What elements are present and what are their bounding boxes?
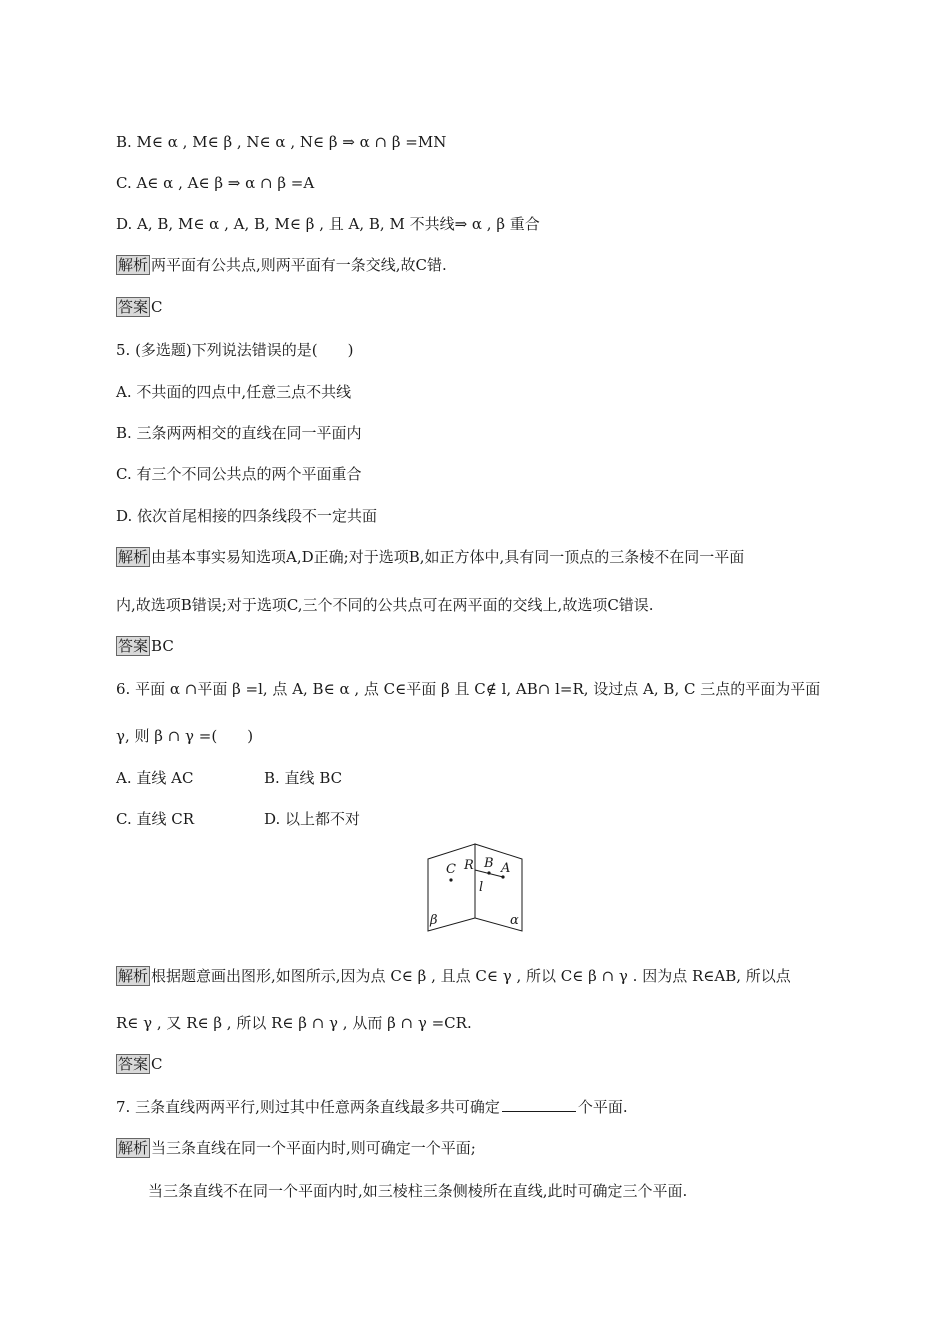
q4-option-b: B. M∈ α , M∈ β , N∈ α , N∈ β ⇒ α ∩ β =MN (116, 133, 447, 151)
q5-answer-text: BC (151, 637, 174, 655)
answer-tag: 答案 (118, 298, 149, 316)
q4-answer (116, 297, 163, 317)
q6-option-d: D. 以上都不对 (264, 810, 361, 828)
q5-option-c: C. 有三个不同公共点的两个平面重合 (116, 465, 362, 483)
answer-tag: 答案 (118, 637, 149, 655)
q4-option-d: D. A, B, M∈ α , A, B, M∈ β , 且 A, B, M 不共线⇒ α , β 重合 (116, 215, 540, 233)
planes-figure (424, 842, 528, 934)
q5-analysis (116, 547, 744, 567)
label-b: B (484, 856, 494, 871)
q7-stem (116, 1097, 628, 1117)
point-b (487, 871, 490, 874)
q7-stem-before: 7. 三条直线两两平行,则过其中任意两条直线最多共可确定 (116, 1098, 500, 1116)
label-a: A (501, 861, 511, 876)
q4-analysis-text: 两平面有公共点,则两平面有一条交线,故C错. (151, 256, 447, 274)
label-alpha: α (510, 913, 519, 928)
q5-analysis-text-1: 由基本事实易知选项A,D正确;对于选项B,如正方体中,具有同一顶点的三条棱不在同一平面 (151, 548, 745, 566)
q6-answer (116, 1054, 163, 1074)
q5-analysis-line-2: 内,故选项B错误;对于选项C,三个不同的公共点可在两平面的交线上,故选项C错误. (116, 596, 654, 614)
q6-answer-text: C (151, 1055, 163, 1073)
q7-analysis-line-2: 当三条直线不在同一个平面内时,如三棱柱三条侧棱所在直线,此时可确定三个平面. (148, 1182, 688, 1200)
q7-analysis (116, 1138, 476, 1158)
q5-stem: 5. (多选题)下列说法错误的是( ) (116, 341, 354, 359)
q6-analysis-line-2: R∈ γ , 又 R∈ β , 所以 R∈ β ∩ γ , 从而 β ∩ γ =CR. (116, 1014, 472, 1032)
label-beta: β (430, 913, 438, 928)
analysis-tag: 解析 (118, 548, 149, 566)
q6-stem-line-2: γ, 则 β ∩ γ =( ) (116, 727, 254, 745)
label-l: l (479, 880, 484, 895)
q6-analysis-text-1: 根据题意画出图形,如图所示,因为点 C∈ β , 且点 C∈ γ , 所以 C∈ β ∩ γ . 因为点 R∈AB, 所以点 (151, 967, 791, 985)
q4-answer-text: C (151, 298, 163, 316)
q6-stem-line-1: 6. 平面 α ∩平面 β =l, 点 A, B∈ α , 点 C∈平面 β 且 C∉ l, AB∩ l=R, 设过点 A, B, C 三点的平面为平面 (116, 680, 821, 698)
q5-option-a: A. 不共面的四点中,任意三点不共线 (116, 383, 352, 401)
q6-option-c: C. 直线 CR (116, 810, 195, 828)
q6-option-a: A. 直线 AC (116, 769, 194, 787)
point-c (449, 878, 452, 881)
q5-option-d: D. 依次首尾相接的四条线段不一定共面 (116, 507, 378, 525)
answer-tag: 答案 (118, 1055, 149, 1073)
q5-answer (116, 636, 174, 656)
q7-analysis-text-1: 当三条直线在同一个平面内时,则可确定一个平面; (151, 1139, 476, 1157)
label-c: C (446, 862, 456, 877)
q5-option-b: B. 三条两两相交的直线在同一平面内 (116, 424, 362, 442)
q6-option-b: B. 直线 BC (264, 769, 343, 787)
analysis-tag: 解析 (118, 1139, 149, 1157)
q7-stem-after: 个平面. (577, 1098, 628, 1116)
q4-option-c: C. A∈ α , A∈ β ⇒ α ∩ β =A (116, 174, 315, 192)
q6-analysis (116, 966, 791, 986)
analysis-tag: 解析 (118, 256, 149, 274)
analysis-tag: 解析 (118, 967, 149, 985)
label-r: R (464, 858, 474, 873)
q7-answer-blank (502, 1097, 576, 1112)
q4-analysis (116, 255, 447, 275)
